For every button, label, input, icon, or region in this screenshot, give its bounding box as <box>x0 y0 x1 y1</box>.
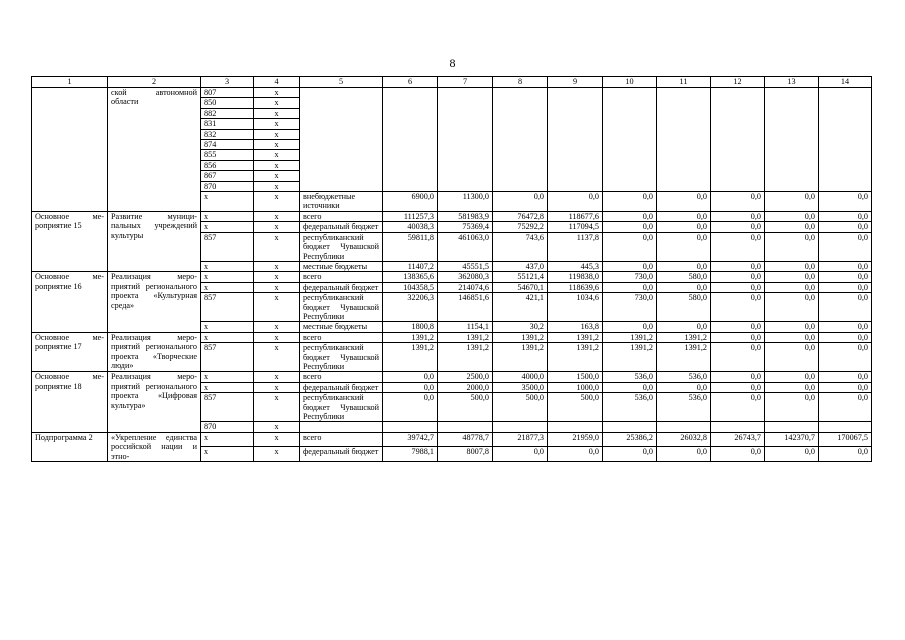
funding-source-cell: местные бюджеты <box>300 261 383 271</box>
value-cell: 0,0 <box>603 447 657 462</box>
value-cell: 30,2 <box>493 322 548 332</box>
funding-source-cell: всего <box>300 432 383 447</box>
code-cell: 857 <box>201 232 254 261</box>
table-row <box>32 272 872 282</box>
code-cell: 855 <box>201 150 254 160</box>
measure-name-cell: Основное мероприятие 18 <box>32 372 108 432</box>
value-cell: 0,0 <box>603 192 657 212</box>
value-cell: 3500,0 <box>493 382 548 392</box>
value-cell: 0,0 <box>711 272 765 282</box>
value-cell: 0,0 <box>548 192 603 212</box>
value-cell: 0,0 <box>711 293 765 322</box>
funding-source-cell: федеральный бюджет <box>300 282 383 292</box>
value-cell: 500,0 <box>548 393 603 422</box>
empty-cell <box>493 88 548 192</box>
value-cell: 1391,2 <box>657 343 711 372</box>
code-cell: x <box>254 422 300 432</box>
funding-source-cell: всего <box>300 272 383 282</box>
value-cell: 0,0 <box>819 372 872 382</box>
value-cell: 1154,1 <box>438 322 493 332</box>
value-cell: 0,0 <box>603 261 657 271</box>
value-cell: 170067,5 <box>819 432 872 447</box>
table-row <box>32 432 872 447</box>
value-cell: 2000,0 <box>438 382 493 392</box>
value-cell: 8007,8 <box>438 447 493 462</box>
value-cell: 0,0 <box>493 447 548 462</box>
code-cell: x <box>254 171 300 181</box>
value-cell: 0,0 <box>765 293 819 322</box>
code-cell: x <box>254 372 300 382</box>
table-row <box>32 211 872 221</box>
value-cell: 138365,6 <box>383 272 438 282</box>
value-cell: 0,0 <box>819 261 872 271</box>
column-header: 6 <box>383 77 438 88</box>
value-cell: 0,0 <box>603 382 657 392</box>
column-header: 1 <box>32 77 108 88</box>
value-cell: 0,0 <box>819 272 872 282</box>
value-cell: 0,0 <box>765 192 819 212</box>
code-cell: x <box>201 447 254 462</box>
code-cell: x <box>254 160 300 170</box>
code-cell: x <box>254 98 300 108</box>
table-body <box>32 77 872 462</box>
value-cell: 437,0 <box>493 261 548 271</box>
value-cell: 0,0 <box>383 382 438 392</box>
value-cell: 0,0 <box>711 332 765 342</box>
code-cell: 807 <box>201 88 254 98</box>
value-cell: 743,6 <box>493 232 548 261</box>
code-cell: x <box>201 272 254 282</box>
code-cell: x <box>201 432 254 447</box>
value-cell: 0,0 <box>765 343 819 372</box>
value-cell: 0,0 <box>711 232 765 261</box>
empty-cell <box>603 88 657 192</box>
funding-source-cell: республиканский бюджет Чувашской Республики <box>300 293 383 322</box>
value-cell: 0,0 <box>711 343 765 372</box>
value-cell: 580,0 <box>657 272 711 282</box>
value-cell: 25386,2 <box>603 432 657 447</box>
code-cell: 870 <box>201 181 254 191</box>
table-row <box>32 372 872 382</box>
empty-cell <box>383 422 438 432</box>
value-cell: 0,0 <box>819 343 872 372</box>
value-cell: 1391,2 <box>438 332 493 342</box>
code-cell: x <box>254 192 300 212</box>
value-cell: 0,0 <box>383 393 438 422</box>
value-cell: 0,0 <box>603 232 657 261</box>
value-cell: 1391,2 <box>438 343 493 372</box>
value-cell: 0,0 <box>657 447 711 462</box>
funding-source-cell: республиканский бюджет Чувашской Республики <box>300 232 383 261</box>
value-cell: 581983,9 <box>438 211 493 221</box>
value-cell: 421,1 <box>493 293 548 322</box>
code-cell: x <box>201 332 254 342</box>
column-header: 13 <box>765 77 819 88</box>
value-cell: 118639,6 <box>548 282 603 292</box>
funding-source-cell: федеральный бюджет <box>300 447 383 462</box>
column-header: 2 <box>108 77 201 88</box>
value-cell: 0,0 <box>819 293 872 322</box>
code-cell: x <box>254 393 300 422</box>
code-cell: x <box>254 222 300 232</box>
value-cell: 0,0 <box>765 272 819 282</box>
value-cell: 0,0 <box>765 372 819 382</box>
measure-name-cell: Основное мероприятие 16 <box>32 272 108 332</box>
value-cell: 0,0 <box>493 192 548 212</box>
value-cell: 536,0 <box>603 393 657 422</box>
column-header: 10 <box>603 77 657 88</box>
value-cell: 32206,3 <box>383 293 438 322</box>
code-cell: x <box>254 119 300 129</box>
code-cell: x <box>201 261 254 271</box>
code-cell: x <box>254 140 300 150</box>
empty-cell <box>765 422 819 432</box>
code-cell: 874 <box>201 140 254 150</box>
empty-cell <box>300 88 383 192</box>
value-cell: 0,0 <box>711 192 765 212</box>
value-cell: 0,0 <box>819 332 872 342</box>
value-cell: 1391,2 <box>493 332 548 342</box>
column-header: 9 <box>548 77 603 88</box>
value-cell: 1391,2 <box>493 343 548 372</box>
value-cell: 1391,2 <box>603 332 657 342</box>
measure-description-cell: Реализация мероприятий регионального проекта «Культурная среда» <box>108 272 201 332</box>
value-cell: 45551,5 <box>438 261 493 271</box>
empty-cell <box>300 422 383 432</box>
value-cell: 11407,2 <box>383 261 438 271</box>
value-cell: 118677,6 <box>548 211 603 221</box>
code-cell: x <box>254 129 300 139</box>
value-cell: 1391,2 <box>548 343 603 372</box>
code-cell: x <box>254 108 300 118</box>
value-cell: 21959,0 <box>548 432 603 447</box>
measure-name-cell: Основное мероприятие 17 <box>32 332 108 372</box>
empty-cell <box>438 422 493 432</box>
empty-cell <box>383 88 438 192</box>
code-cell: x <box>254 293 300 322</box>
value-cell: 117094,5 <box>548 222 603 232</box>
code-cell: x <box>254 88 300 98</box>
empty-cell <box>657 88 711 192</box>
value-cell: 1391,2 <box>657 332 711 342</box>
code-cell: 850 <box>201 98 254 108</box>
code-cell: x <box>254 272 300 282</box>
value-cell: 0,0 <box>657 261 711 271</box>
value-cell: 500,0 <box>438 393 493 422</box>
value-cell: 0,0 <box>765 382 819 392</box>
value-cell: 0,0 <box>765 332 819 342</box>
funding-source-cell: всего <box>300 372 383 382</box>
value-cell: 536,0 <box>603 372 657 382</box>
value-cell: 1500,0 <box>548 372 603 382</box>
value-cell: 0,0 <box>819 322 872 332</box>
value-cell: 0,0 <box>765 447 819 462</box>
value-cell: 0,0 <box>603 211 657 221</box>
table-row <box>32 88 872 98</box>
value-cell: 2500,0 <box>438 372 493 382</box>
value-cell: 730,0 <box>603 272 657 282</box>
empty-cell <box>438 88 493 192</box>
value-cell: 1391,2 <box>603 343 657 372</box>
empty-cell <box>548 422 603 432</box>
value-cell: 119838,0 <box>548 272 603 282</box>
column-header: 3 <box>201 77 254 88</box>
code-cell: x <box>254 261 300 271</box>
measure-description-cell: ской автономной области <box>108 88 201 212</box>
value-cell: 0,0 <box>711 382 765 392</box>
code-cell: 857 <box>201 393 254 422</box>
value-cell: 1391,2 <box>383 332 438 342</box>
value-cell: 0,0 <box>711 393 765 422</box>
value-cell: 104358,5 <box>383 282 438 292</box>
column-header: 5 <box>300 77 383 88</box>
value-cell: 0,0 <box>383 372 438 382</box>
value-cell: 48778,7 <box>438 432 493 447</box>
value-cell: 0,0 <box>765 322 819 332</box>
code-cell: x <box>254 211 300 221</box>
value-cell: 0,0 <box>819 192 872 212</box>
code-cell: x <box>201 211 254 221</box>
value-cell: 76472,8 <box>493 211 548 221</box>
value-cell: 0,0 <box>657 232 711 261</box>
code-cell: 867 <box>201 171 254 181</box>
value-cell: 0,0 <box>711 261 765 271</box>
value-cell: 0,0 <box>711 282 765 292</box>
value-cell: 0,0 <box>819 282 872 292</box>
value-cell: 0,0 <box>765 222 819 232</box>
column-header: 4 <box>254 77 300 88</box>
measure-name-cell <box>32 88 108 212</box>
empty-cell <box>765 88 819 192</box>
empty-cell <box>819 88 872 192</box>
value-cell: 461063,0 <box>438 232 493 261</box>
measure-description-cell: Развитие муниципальных учреждений культуры <box>108 211 201 271</box>
value-cell: 445,3 <box>548 261 603 271</box>
funding-source-cell: всего <box>300 211 383 221</box>
value-cell: 146851,6 <box>438 293 493 322</box>
value-cell: 54670,1 <box>493 282 548 292</box>
value-cell: 0,0 <box>548 447 603 462</box>
code-cell: x <box>254 282 300 292</box>
value-cell: 0,0 <box>711 447 765 462</box>
code-cell: x <box>201 382 254 392</box>
measure-description-cell: «Укрепление единства российской нации и этно- <box>108 432 201 461</box>
page-number: 8 <box>449 56 456 70</box>
code-cell: 856 <box>201 160 254 170</box>
value-cell: 0,0 <box>657 282 711 292</box>
value-cell: 0,0 <box>657 211 711 221</box>
funding-source-cell: республиканский бюджет Чувашской Республики <box>300 343 383 372</box>
code-cell: x <box>201 372 254 382</box>
value-cell: 730,0 <box>603 293 657 322</box>
budget-table <box>31 76 872 462</box>
value-cell: 0,0 <box>765 211 819 221</box>
value-cell: 0,0 <box>819 382 872 392</box>
value-cell: 0,0 <box>819 211 872 221</box>
value-cell: 1034,6 <box>548 293 603 322</box>
code-cell: x <box>201 282 254 292</box>
code-cell: x <box>201 192 254 212</box>
value-cell: 75292,2 <box>493 222 548 232</box>
value-cell: 536,0 <box>657 372 711 382</box>
value-cell: 362080,3 <box>438 272 493 282</box>
column-header: 12 <box>711 77 765 88</box>
value-cell: 580,0 <box>657 293 711 322</box>
code-cell: x <box>254 343 300 372</box>
value-cell: 0,0 <box>657 322 711 332</box>
empty-cell <box>711 88 765 192</box>
code-cell: x <box>254 432 300 447</box>
value-cell: 0,0 <box>819 222 872 232</box>
column-header: 14 <box>819 77 872 88</box>
value-cell: 0,0 <box>603 282 657 292</box>
value-cell: 7988,1 <box>383 447 438 462</box>
value-cell: 55121,4 <box>493 272 548 282</box>
value-cell: 111257,3 <box>383 211 438 221</box>
funding-source-cell: федеральный бюджет <box>300 222 383 232</box>
value-cell: 75369,4 <box>438 222 493 232</box>
value-cell: 0,0 <box>657 192 711 212</box>
value-cell: 6900,0 <box>383 192 438 212</box>
value-cell: 0,0 <box>711 222 765 232</box>
empty-cell <box>603 422 657 432</box>
empty-cell <box>819 422 872 432</box>
column-header: 8 <box>493 77 548 88</box>
code-cell: 831 <box>201 119 254 129</box>
code-cell: x <box>254 181 300 191</box>
value-cell: 39742,7 <box>383 432 438 447</box>
value-cell: 0,0 <box>765 261 819 271</box>
value-cell: 0,0 <box>711 322 765 332</box>
code-cell: x <box>201 322 254 332</box>
empty-cell <box>493 422 548 432</box>
column-header: 7 <box>438 77 493 88</box>
code-cell: x <box>254 382 300 392</box>
code-cell: 857 <box>201 343 254 372</box>
code-cell: x <box>254 232 300 261</box>
value-cell: 4000,0 <box>493 372 548 382</box>
value-cell: 163,8 <box>548 322 603 332</box>
value-cell: 0,0 <box>765 393 819 422</box>
value-cell: 0,0 <box>657 382 711 392</box>
value-cell: 59811,8 <box>383 232 438 261</box>
value-cell: 26743,7 <box>711 432 765 447</box>
value-cell: 26032,8 <box>657 432 711 447</box>
code-cell: 832 <box>201 129 254 139</box>
column-header-row <box>32 77 872 88</box>
value-cell: 0,0 <box>819 232 872 261</box>
value-cell: 0,0 <box>657 222 711 232</box>
value-cell: 21877,3 <box>493 432 548 447</box>
code-cell: 882 <box>201 108 254 118</box>
measure-name-cell: Основное мероприятие 15 <box>32 211 108 271</box>
value-cell: 0,0 <box>603 222 657 232</box>
value-cell: 40038,3 <box>383 222 438 232</box>
measure-description-cell: Реализация мероприятий регионального проекта «Творческие люди» <box>108 332 201 372</box>
value-cell: 142370,7 <box>765 432 819 447</box>
funding-source-cell: федеральный бюджет <box>300 382 383 392</box>
value-cell: 1000,0 <box>548 382 603 392</box>
code-cell: x <box>254 150 300 160</box>
value-cell: 214074,6 <box>438 282 493 292</box>
code-cell: x <box>201 222 254 232</box>
code-cell: x <box>254 332 300 342</box>
value-cell: 1391,2 <box>548 332 603 342</box>
code-cell: 870 <box>201 422 254 432</box>
value-cell: 536,0 <box>657 393 711 422</box>
measure-description-cell: Реализация мероприятий регионального проекта «Цифровая культура» <box>108 372 201 432</box>
table-row <box>32 332 872 342</box>
code-cell: x <box>254 447 300 462</box>
value-cell: 0,0 <box>603 322 657 332</box>
value-cell: 1800,8 <box>383 322 438 332</box>
value-cell: 0,0 <box>819 447 872 462</box>
value-cell: 500,0 <box>493 393 548 422</box>
empty-cell <box>548 88 603 192</box>
value-cell: 1137,8 <box>548 232 603 261</box>
value-cell: 0,0 <box>711 211 765 221</box>
value-cell: 0,0 <box>765 282 819 292</box>
empty-cell <box>657 422 711 432</box>
value-cell: 11300,0 <box>438 192 493 212</box>
column-header: 11 <box>657 77 711 88</box>
value-cell: 1391,2 <box>383 343 438 372</box>
code-cell: 857 <box>201 293 254 322</box>
value-cell: 0,0 <box>711 372 765 382</box>
empty-cell <box>711 422 765 432</box>
funding-source-cell: местные бюджеты <box>300 322 383 332</box>
funding-source-cell: внебюджетные источники <box>300 192 383 212</box>
measure-name-cell: Подпрограмма 2 <box>32 432 108 461</box>
value-cell: 0,0 <box>765 232 819 261</box>
code-cell: x <box>254 322 300 332</box>
value-cell: 0,0 <box>819 393 872 422</box>
funding-source-cell: республиканский бюджет Чувашской Республики <box>300 393 383 422</box>
funding-source-cell: всего <box>300 332 383 342</box>
